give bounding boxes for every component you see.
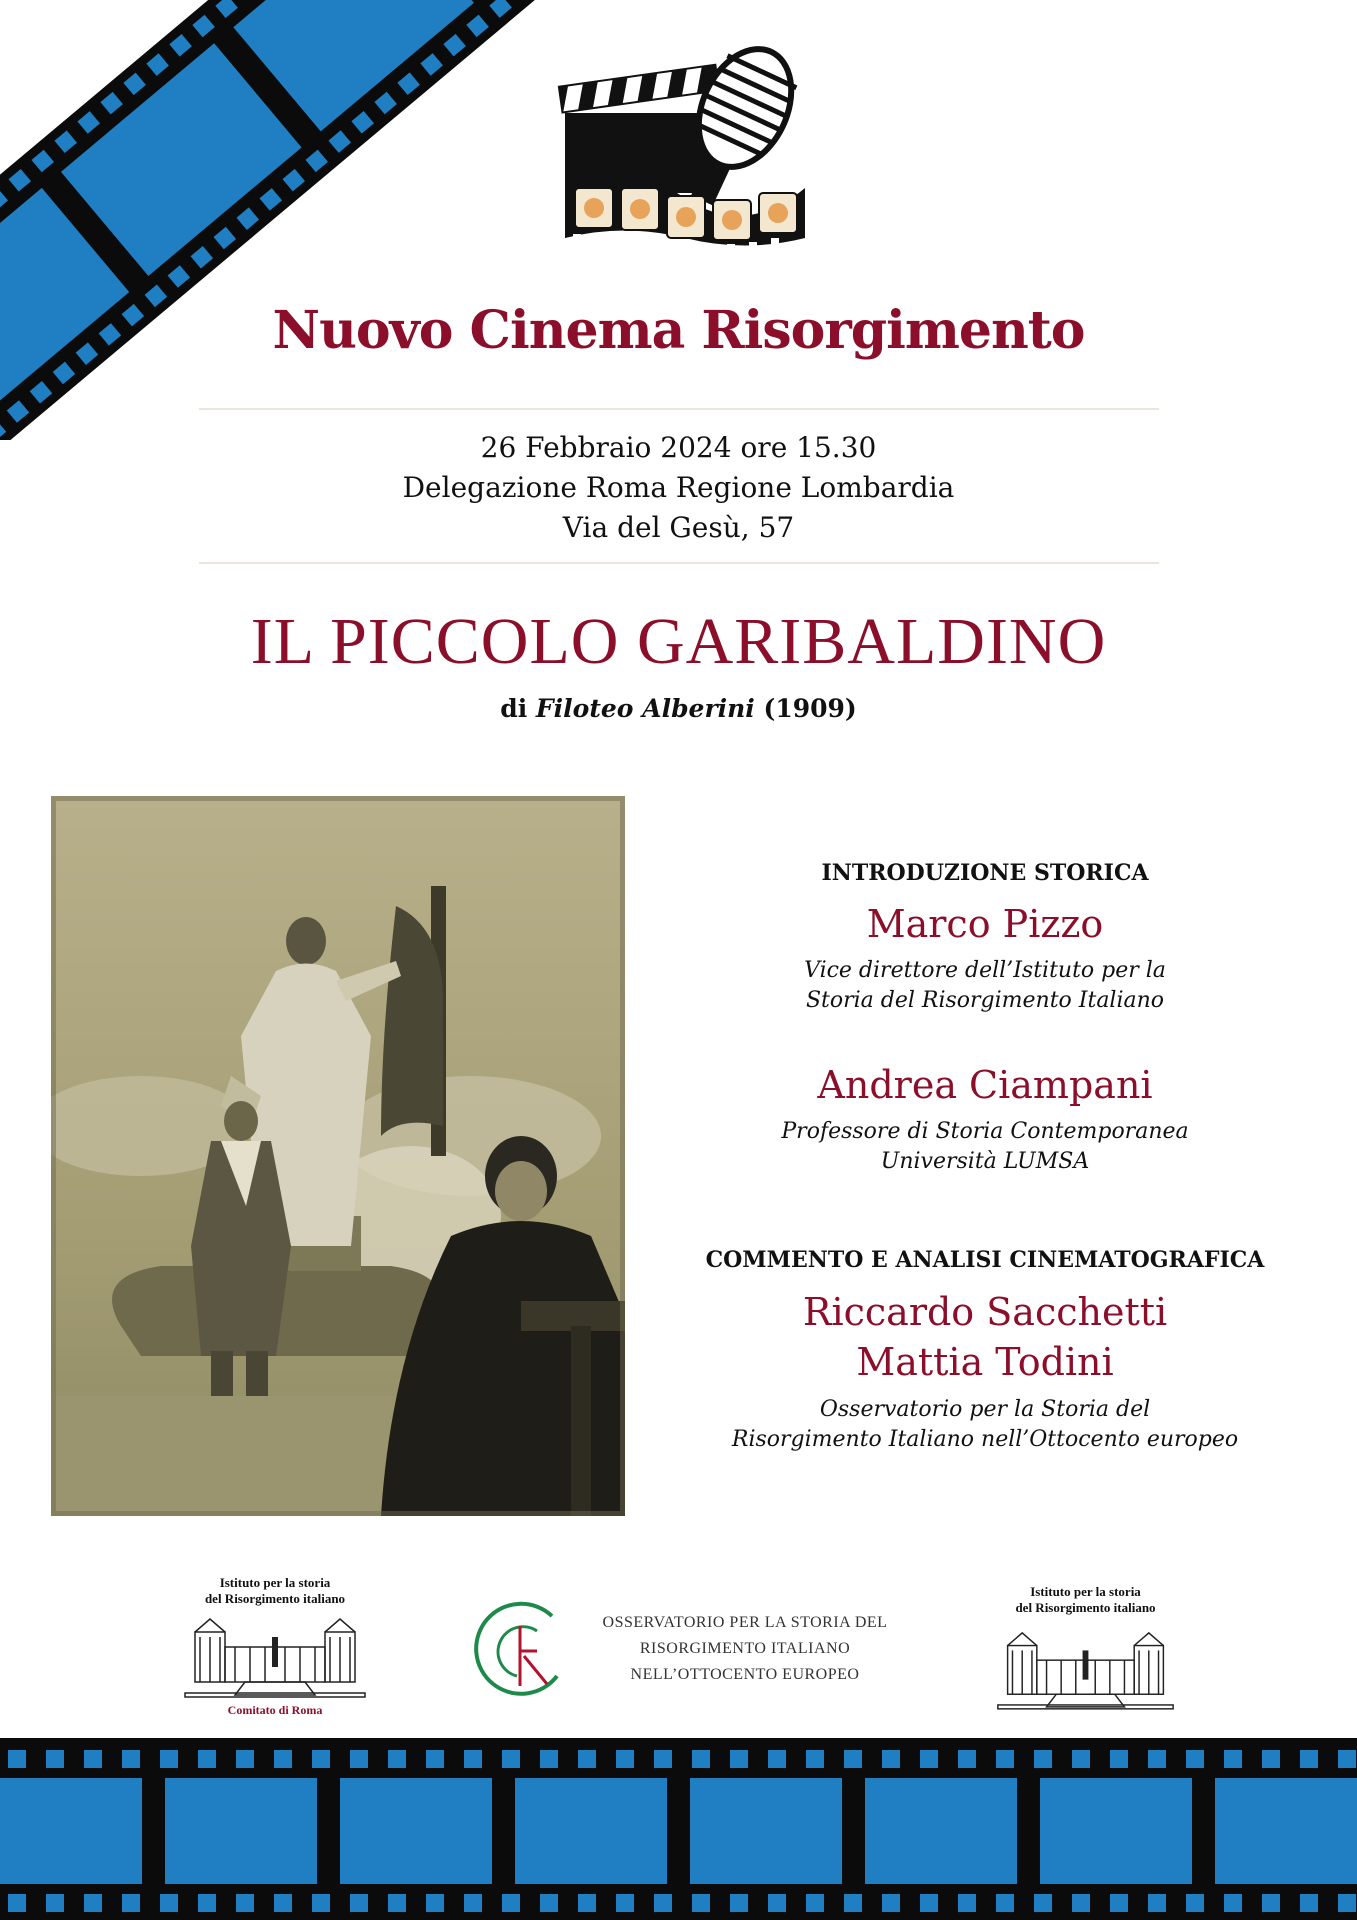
speaker-name: Riccardo Sacchetti — [802, 1290, 1168, 1334]
film-still-photo — [51, 796, 625, 1516]
logo-line: RISORGIMENTO ITALIANO — [639, 1640, 851, 1657]
film-credit — [0, 694, 1357, 723]
logo-line: del Risorgimento italiano — [1015, 1600, 1156, 1615]
film-title: IL PICCOLO GARIBALDINO — [250, 605, 1107, 678]
divider-bottom — [199, 562, 1159, 564]
speaker-role: Storia del Risorgimento Italiano — [805, 988, 1165, 1013]
speaker-name: Andrea Ciampani — [817, 1063, 1153, 1107]
film-year: (1909) — [763, 694, 857, 723]
film-director: Filoteo Alberini — [535, 694, 755, 723]
speaker-role: Professore di Storia Contemporanea — [781, 1119, 1189, 1144]
osservatorio-logo-icon — [462, 1596, 572, 1704]
logo-istituto-comitato — [180, 1575, 370, 1718]
speaker-role: Vice direttore dell’Istituto per la — [804, 958, 1166, 983]
event-venue: Delegazione Roma Regione Lombardia — [402, 471, 955, 504]
speaker-role: Università LUMSA — [880, 1149, 1090, 1174]
event-address: Via del Gesù, 57 — [562, 511, 795, 544]
section-heading-intro: INTRODUZIONE STORICA — [821, 860, 1149, 886]
divider-top — [199, 408, 1159, 410]
logo-line: NELL’OTTOCENTO EUROPEO — [630, 1666, 860, 1683]
film-strip-diagonal — [0, 0, 560, 440]
monument-icon — [180, 1607, 370, 1699]
logo-subtitle: Comitato di Roma — [227, 1703, 323, 1717]
speaker-role: Osservatorio per la Storia del — [819, 1397, 1151, 1422]
film-strip-bottom — [0, 1738, 1357, 1920]
logo-istituto — [993, 1584, 1178, 1720]
logo-line: del Risorgimento italiano — [204, 1591, 346, 1606]
credit-prefix: di — [500, 694, 528, 723]
event-datetime: 26 Febbraio 2024 ore 15.30 — [480, 431, 877, 464]
speaker-name: Marco Pizzo — [866, 902, 1104, 946]
logo-line: OSSERVATORIO PER LA STORIA DEL — [602, 1614, 888, 1631]
logo-line: Istituto per la storia — [219, 1575, 331, 1590]
section-heading-commentary: COMMENTO E ANALISI CINEMATOGRAFICA — [705, 1247, 1265, 1273]
monument-icon — [993, 1616, 1178, 1716]
speaker-role: Risorgimento Italiano nell’Ottocento europeo — [731, 1427, 1239, 1452]
logo-osservatorio-text — [585, 1610, 905, 1688]
logo-line: Istituto per la storia — [1030, 1584, 1141, 1599]
clapperboard-microphone-icon — [555, 38, 815, 278]
speaker-name: Mattia Todini — [856, 1340, 1114, 1384]
series-title: Nuovo Cinema Risorgimento — [272, 300, 1085, 361]
